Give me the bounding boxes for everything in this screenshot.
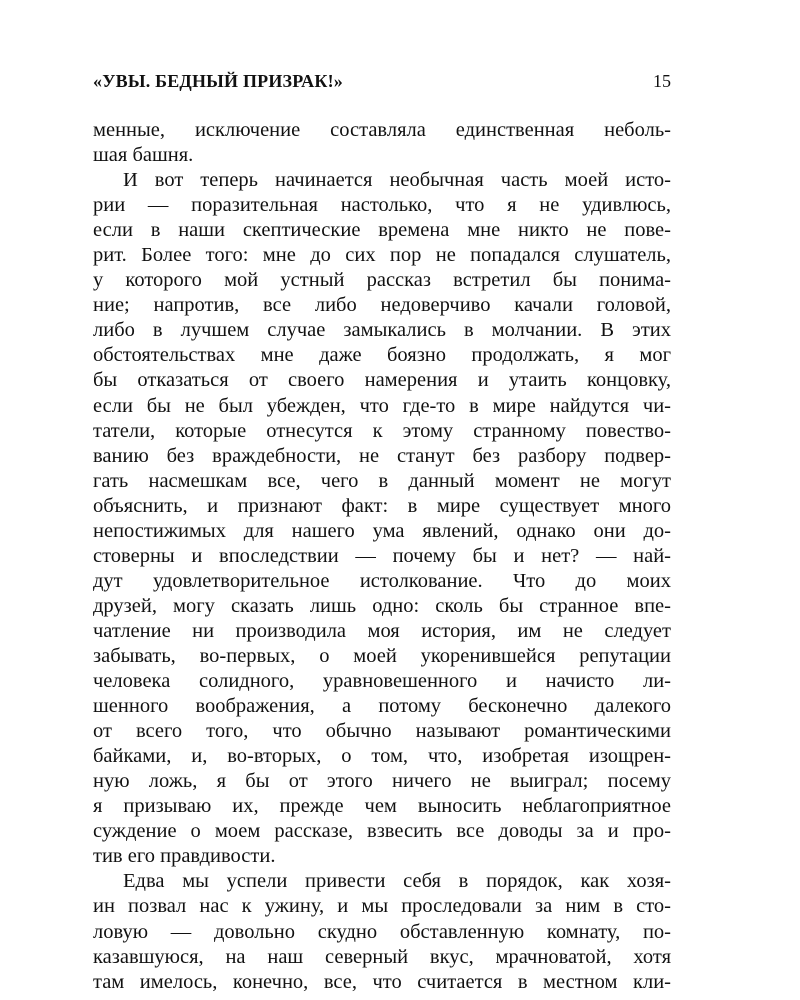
text-line: шенного воображения, а потому бесконечно далекого xyxy=(93,695,671,718)
text-line: ванию без враждебности, не станут без разбору подвер- xyxy=(93,444,671,467)
text-line: если бы не был убежден, что где-то в мире найдутся чи- xyxy=(93,394,671,417)
text-line: менные, исключение составляла единственная неболь- xyxy=(93,119,671,141)
text-line: непостижимых для нашего ума явлений, однако они до- xyxy=(93,519,671,542)
text-line: друзей, могу сказать лишь одно: сколь бы странное впе- xyxy=(93,594,671,617)
text-line: И вот теперь начинается необычная часть моей исто- xyxy=(123,169,671,192)
text-line: забывать, во-первых, о моей укоренившейся репутации xyxy=(93,644,671,667)
text-line: ин позвал нас к ужину, и мы проследовали за ним в сто- xyxy=(93,895,671,918)
text-line: ние; напротив, все либо недоверчиво качали головой, xyxy=(93,294,671,317)
text-line: там имелось, конечно, все, что считается в местном кли- xyxy=(93,970,671,993)
text-line: тив его правдивости. xyxy=(93,845,276,868)
text-line: либо в лучшем случае замыкались в молчании. В этих xyxy=(93,319,671,342)
text-line: рии — поразительная настолько, что я не удивлюсь, xyxy=(93,194,671,217)
body-text xyxy=(93,118,671,995)
text-line: обстоятельствах мне даже боязно продолжать, я мог xyxy=(93,344,671,367)
page-number: 15 xyxy=(653,71,671,91)
text-line: ную ложь, я бы от этого ничего не выиграл; посему xyxy=(93,770,671,793)
text-line: рит. Более того: мне до сих пор не попадался слушатель, xyxy=(93,244,671,267)
text-line: татели, которые отнесутся к этому странному повество- xyxy=(93,419,671,442)
text-line: казавшуюся, на наш северный вкус, мрачноватой, хотя xyxy=(93,945,671,968)
running-head xyxy=(93,71,671,99)
text-line: если в наши скептические времена мне никто не пове- xyxy=(93,219,671,242)
text-line: человека солидного, уравновешенного и начисто ли- xyxy=(93,670,671,693)
text-line: гать насмешкам все, чего в данный момент не могут xyxy=(93,469,671,492)
text-line: чатление ни производила моя история, им не следует xyxy=(93,619,671,642)
text-line: у которого мой устный рассказ встретил бы понима- xyxy=(93,269,671,292)
text-line: суждение о моем рассказе, взвесить все доводы за и про- xyxy=(93,820,671,843)
running-title: «УВЫ. БЕДНЫЙ ПРИЗРАК!» xyxy=(93,71,343,91)
text-line: объяснить, и признают факт: в мире существует много xyxy=(93,494,671,517)
text-line: Едва мы успели привести себя в порядок, как хозя- xyxy=(123,870,671,893)
text-line: байками, и, во-вторых, о том, что, изобретая изощрен- xyxy=(93,745,671,768)
text-line: я призываю их, прежде чем выносить неблагоприятное xyxy=(93,795,671,818)
text-line: стоверны и впоследствии — почему бы и нет? — най- xyxy=(93,544,671,567)
text-line: ловую — довольно скудно обставленную комнату, по- xyxy=(93,920,671,943)
text-line: дут удовлетворительное истолкование. Что до моих xyxy=(93,569,671,592)
text-line: бы отказаться от своего намерения и утаить концовку, xyxy=(93,369,671,392)
text-line: от всего того, что обычно называют романтическими xyxy=(93,720,671,743)
text-line: шая башня. xyxy=(93,144,194,167)
